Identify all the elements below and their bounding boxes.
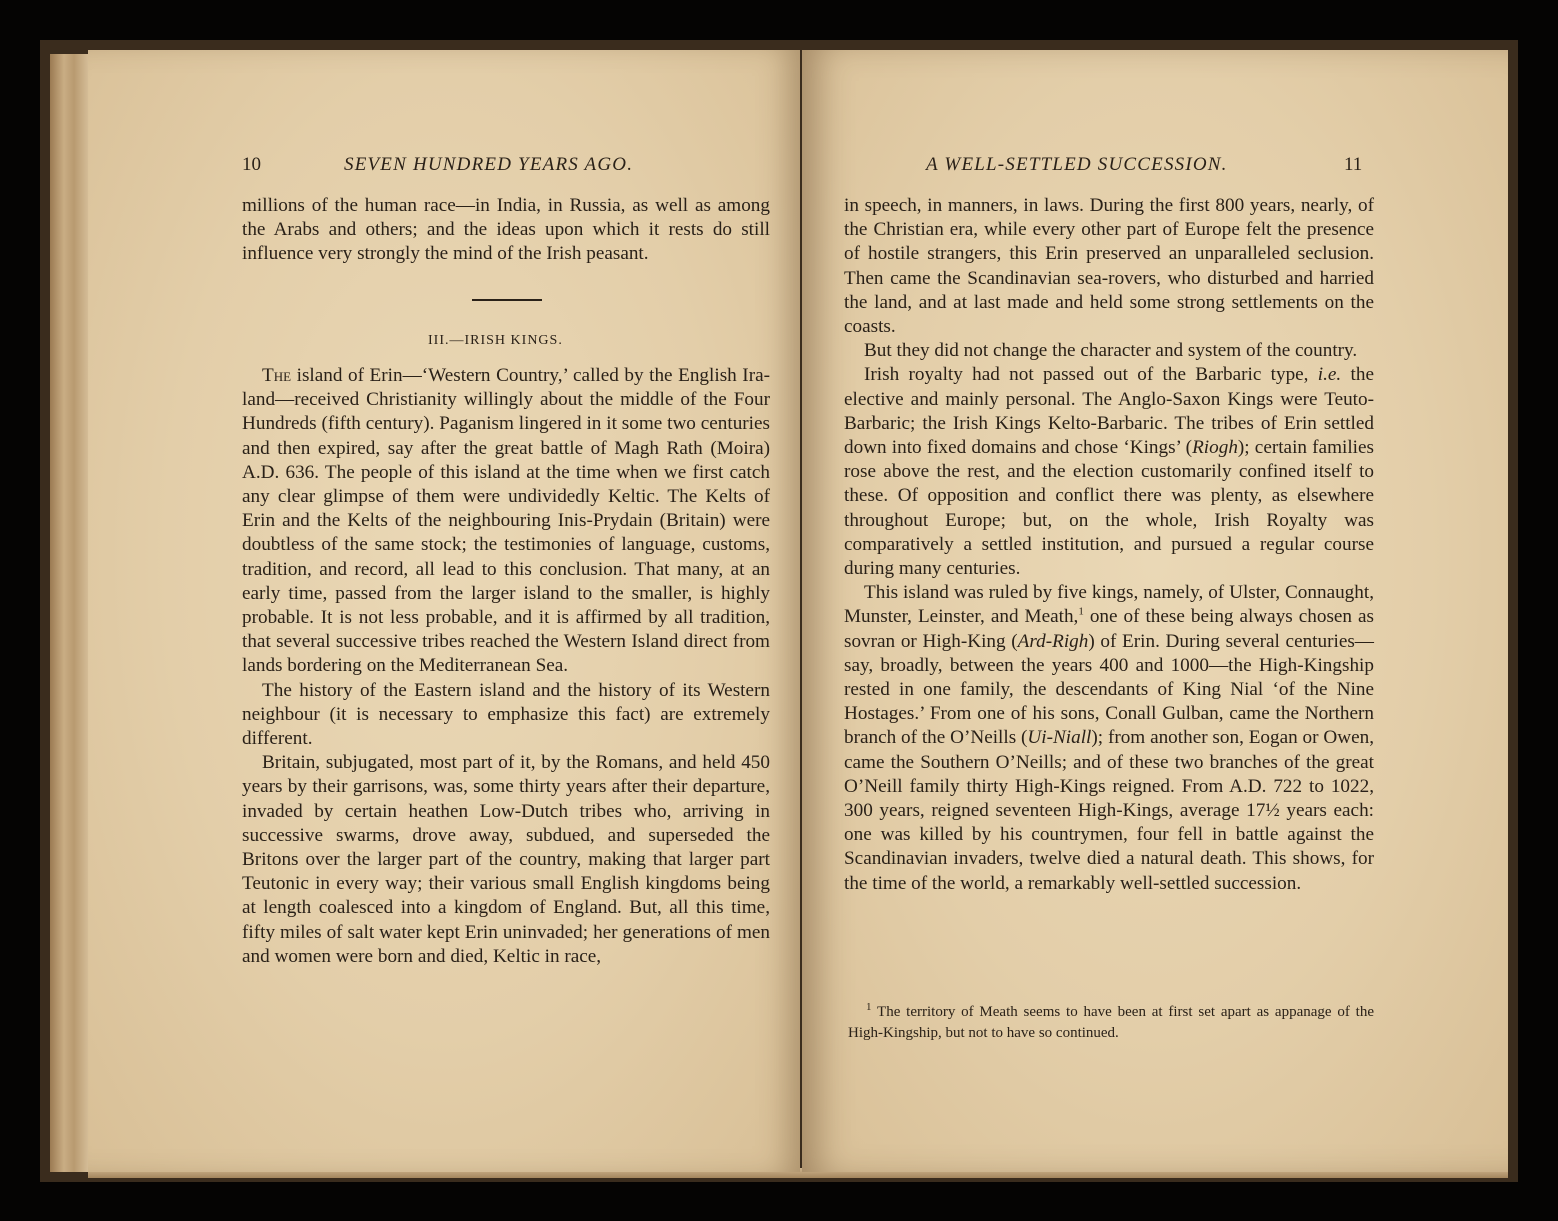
left-body-text (242, 364, 770, 969)
left-page-number: 10 (242, 154, 261, 175)
left-continuation-paragraph (242, 194, 770, 267)
drop-lead-word: The (262, 365, 292, 386)
left-running-head: SEVEN HUNDRED YEARS AGO. (344, 154, 634, 175)
right-running-head: A WELL-SETTLED SUCCESSION. (926, 154, 1228, 175)
paragraph: Britain, subjugated, most part of it, by the Romans, and held 450 years by their garrisons, was, some thirty years after their departure, invaded by certain heathen Low-Dutch tribes who, arriving in successive swarms, drove away, subdued, and superseded the Britons over the larger part of the country, making that larger part Teutonic in every way; their various small English kingdoms being at length coalesced into a kingdom of England. But, all this time, fifty miles of salt water kept Erin uninvaded; her generations of men and women were born and died, Keltic in race, (242, 752, 770, 967)
footnote-mark: 1 (866, 1001, 872, 1013)
right-page (802, 50, 1508, 1172)
paragraph: The history of the Eastern island and the history of its Western neighbour (it is necessary to emphasize this fact) are extremely different. (242, 679, 770, 750)
open-book (40, 40, 1518, 1182)
left-page (88, 50, 800, 1172)
paragraph: This island was ruled by five kings, namely, of Ulster, Connaught, Munster, Leinster, and Meath,$^1$ one of these being always chosen as sovran or High-King (Ard-Righ) of Erin. During several centuries—say, broadly, between the years 400 and 1000—the High-Kingship rested in one family, the descendants of King Nial ‘of the Nine Hostages.’ From one of his sons, Conall Gulban, came the Northern branch of the O’Neills (Ui-Niall); from another son, Eogan or Owen, came the Southern O’Neills; and of these two branches of the great O’Neill family thirty High-Kings reigned. From A.D. 722 to 1022, 300 years, reigned seventeen High-Kings, average 17½ years each: one was killed by his countrymen, four fell in battle against the Scandinavian invaders, twelve died a natural death. This shows, for the time of the world, a remarkably well-settled succession. (844, 582, 1374, 894)
paragraph: The island of Erin—‘Western Country,’ called by the English Ira-land—received Christianity willingly about the middle of the Four Hundreds (fifth century). Paganism lingered in it some two centuries and then expired, say after the great battle of Magh Rath (Moira) A.D. 636. The people of this island at the time when we first catch any clear glimpse of them were undividedly Keltic. The Kelts of Erin and the Kelts of the neighbouring Inis-Prydain (Britain) were doubtless of the same stock; the testimonies of language, customs, tradition, and record, all lead to this conclusion. That many, at an early time, passed from the larger island to the smaller, is highly probable. It is not less probable, and it is affirmed by all tradition, that several successive tribes reached the Western Island direct from lands bordering on the Mediterranean Sea. (242, 365, 770, 677)
section-divider (472, 299, 542, 301)
paragraph: millions of the human race—in India, in Russia, as well as among the Arabs and others; and the ideas upon which it rests do still influence very strongly the mind of the Irish peasant. (242, 195, 770, 265)
footnote-reference: 1 (1078, 606, 1084, 619)
footnote: $^1$ The territory of Meath seems to have been at first set apart as appanage of the High-Kingship, but not to have so continued. (848, 1001, 1374, 1041)
page-edges-left (50, 54, 90, 1172)
right-page-number: 11 (1344, 154, 1363, 175)
right-body-text (844, 194, 1374, 896)
section-title: III.—IRISH KINGS. (428, 333, 563, 348)
paragraph: Irish royalty had not passed out of the Barbaric type, i.e. the elective and mainly personal. The Anglo-Saxon Kings were Teuto-Barbaric; the Irish Kings Kelto-Barbaric. The tribes of Erin settled down into fixed domains and chose ‘Kings’ (Riogh); certain families rose above the rest, and the election customarily confined itself to these. Of opposition and conflict there was plenty, as elsewhere throughout Europe; but, on the whole, Irish Royalty was comparatively a settled institution, and pursued a regular course during many centuries. (844, 364, 1374, 580)
paragraph: But they did not change the character and system of the country. (864, 340, 1358, 362)
paragraph: in speech, in manners, in laws. During the first 800 years, nearly, of the Christian era, while every other part of Europe felt the presence of hostile strangers, this Erin preserved an unparalleled seclusion. Then came the Scandinavian sea-rovers, who disturbed and harried the land, and at last made and held some strong settlements on the coasts. (844, 195, 1374, 338)
